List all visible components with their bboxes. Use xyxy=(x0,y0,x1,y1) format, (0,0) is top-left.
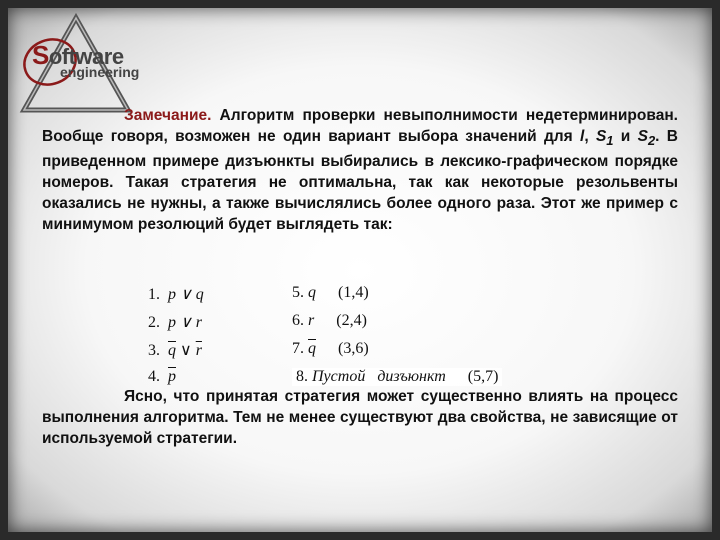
formula-6: 6. r (2,4) xyxy=(292,312,367,329)
remark-paragraph: Замечание. Алгоритм проверки невыполнимости недетерминирован. Вообще говоря, возможен не один вариант выбора значений для l, $S_1$ и $S_2$. В приведенном примере дизъюнкты выбирались в лексико-графическом порядке номеров. Такая стратегия не оптимальна, так как некоторые резольвенты оказались не нужны, а также вычислялись более одного раза. Этот же пример с минимумом резолюций будет выглядеть так: xyxy=(42,107,678,234)
formula-2: 2. p ∨ r xyxy=(148,314,202,331)
logo-word-engineering: engineering xyxy=(60,64,140,80)
formula-1: 1. p ∨ q xyxy=(148,286,204,303)
conclusion-paragraph: Ясно, что принятая стратегия может существенно влиять на процесс выполнения алгоритма. Тем не менее существуют два свойства, не зависящие от используемой стратегии. xyxy=(42,388,678,447)
slide xyxy=(8,8,712,532)
formula-4: 4. $\overline{p}$ xyxy=(148,368,176,385)
remark-label: Замечание. xyxy=(124,107,212,124)
formula-8: 8. Пустой дизъюнкт (5,7) xyxy=(292,368,502,386)
logo-word-software: Software xyxy=(32,40,124,70)
formula-3: 3. $\overline{q}$ ∨ $\overline{r}$ xyxy=(148,342,202,359)
software-engineering-logo xyxy=(14,12,140,116)
formula-5: 5. q (1,4) xyxy=(292,284,369,301)
resolution-formulas xyxy=(148,284,548,394)
formula-7: 7. $\overline{q}$ (3,6) xyxy=(292,340,369,357)
